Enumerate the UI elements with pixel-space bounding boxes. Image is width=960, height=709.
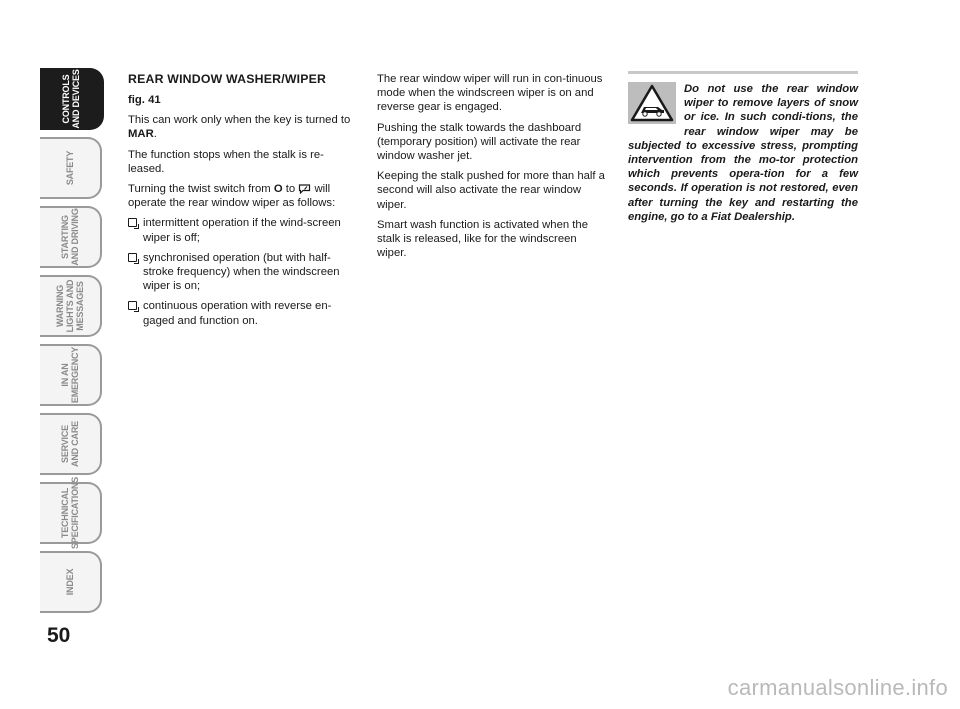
- text-fragment: will operate the rear window wiper as follows:: [128, 183, 336, 210]
- tab-label: SERVICE AND CARE: [60, 421, 80, 467]
- tab-in-an-emergency[interactable]: [40, 344, 102, 406]
- list-item-text: intermittent operation if the wind-screen wiper is off;: [143, 217, 341, 244]
- column-1: [128, 72, 356, 334]
- figure-reference: fig. 41: [128, 94, 161, 106]
- checkbox-bullet-icon: [128, 218, 137, 227]
- tab-label: CONTROLS AND DEVICES: [61, 69, 81, 129]
- checkbox-bullet-icon: [128, 301, 137, 310]
- paragraph-smart-wash: Smart wash function is activated when the stalk is released, like for the windscreen wiper.: [377, 218, 588, 260]
- warning-divider: [628, 71, 858, 74]
- paragraph-continuous-mode: The rear window wiper will run in con-tinuous mode when the windscreen wiper is on and reverse gear is engaged.: [377, 73, 603, 114]
- warning-triangle-car-icon: [628, 82, 676, 124]
- text-fragment: This can work only when the key is turned to: [128, 114, 351, 127]
- tab-label: STARTING AND DRIVING: [60, 208, 80, 266]
- list-item: [128, 216, 356, 244]
- tab-service-and-care[interactable]: [40, 413, 102, 475]
- tab-label: TECHNICAL SPECIFICATIONS: [60, 476, 80, 550]
- list-item: [128, 299, 356, 327]
- tab-label: WARNING LIGHTS AND MESSAGES: [55, 279, 85, 333]
- tab-label: SAFETY: [65, 150, 75, 186]
- paragraph-washer-jet: Pushing the stalk towards the dashboard (temporary position) will activate the rear window washer jet.: [377, 121, 582, 163]
- tab-label: IN AN EMERGENCY: [60, 346, 80, 404]
- text-fragment: Turning the twist switch from: [128, 183, 274, 196]
- page-number: 50: [47, 624, 71, 647]
- checkbox-bullet-icon: [128, 253, 137, 262]
- section-heading: REAR WINDOW WASHER/WIPER: [128, 72, 327, 86]
- tab-technical-specifications[interactable]: [40, 476, 102, 550]
- paragraph-twist-switch: [128, 182, 356, 210]
- tab-safety[interactable]: [40, 137, 102, 199]
- list-item: [128, 251, 356, 294]
- section-tabs: [40, 68, 106, 620]
- text-fragment: to: [282, 183, 299, 196]
- list-item-text: continuous operation with reverse en-gaged and function on.: [143, 300, 332, 327]
- tab-label: INDEX: [65, 568, 75, 596]
- list-item-text: synchronised operation (but with half-stroke frequency) when the windscreen wiper is on;: [143, 251, 340, 293]
- warning-box: [628, 82, 858, 224]
- paragraph-stop: The function stops when the stalk is re-leased.: [128, 148, 324, 175]
- tab-starting-and-driving[interactable]: [40, 206, 102, 268]
- text-fragment: .: [153, 128, 157, 141]
- watermark: carmanualsonline.info: [727, 675, 948, 700]
- tab-warning-lights[interactable]: [40, 275, 102, 337]
- tab-controls-and-devices[interactable]: [40, 68, 104, 130]
- paragraph-key-condition: [128, 113, 356, 141]
- paragraph-hold-stalk: Keeping the stalk pushed for more than half a second will also activate the rear window wiper.: [377, 170, 605, 211]
- tab-index[interactable]: [40, 551, 102, 613]
- off-position-symbol: O: [273, 183, 283, 196]
- key-position-mar: MAR: [128, 128, 154, 141]
- mode-list: [128, 216, 356, 327]
- column-2: [377, 72, 605, 266]
- rear-wiper-icon: [298, 183, 311, 194]
- warning-text: Do not use the rear window wiper to remove layers of snow or ice. In such condi-tions, the rear window wiper may be subjected to excessive stress, prompting intervention from the mo-tor protection which prevents opera-tion for a few seconds. If operation is not restored, even after turning the key and restarting the engine, go to a Fiat Dealership.: [628, 83, 858, 223]
